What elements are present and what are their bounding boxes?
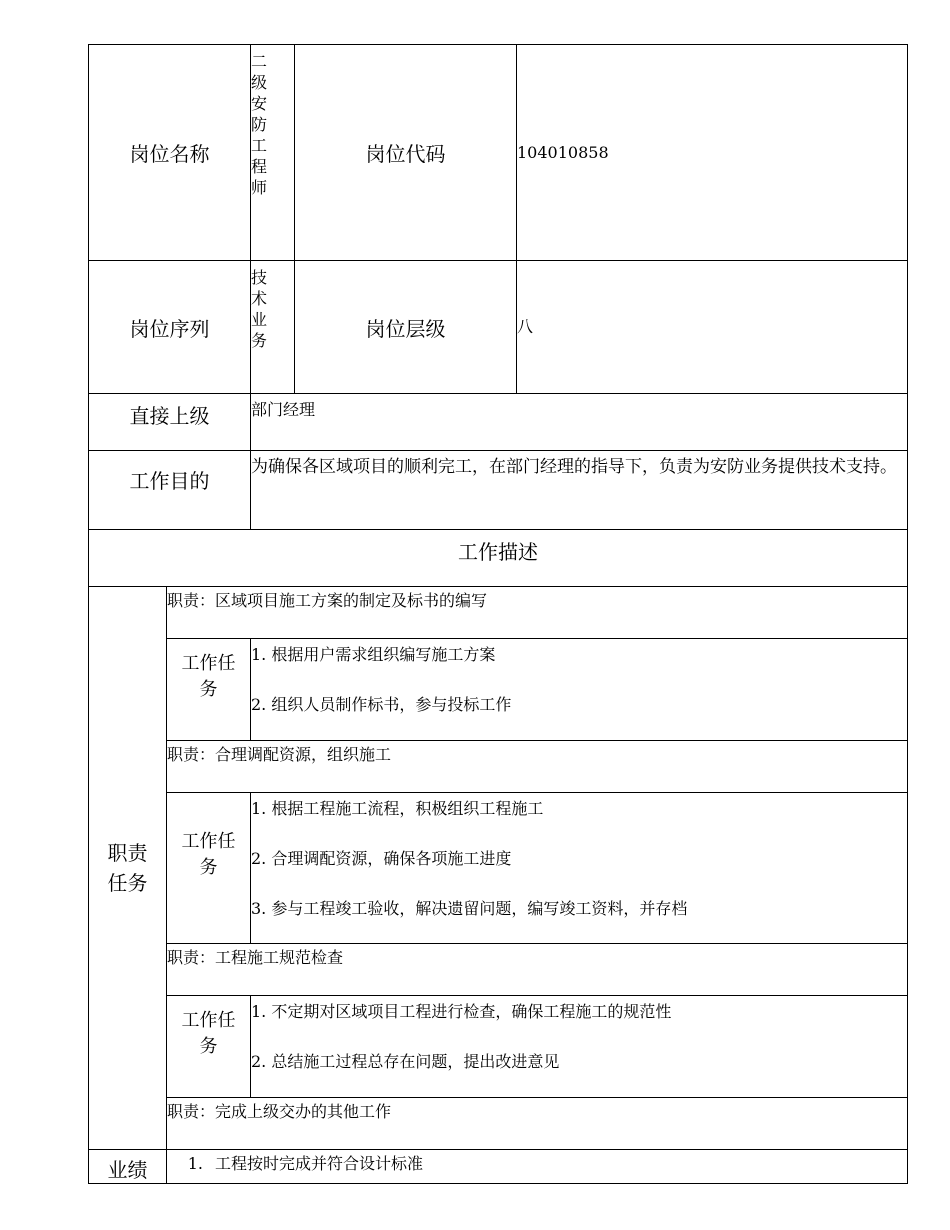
post-series-cell (251, 261, 295, 394)
duty-title: 职责：合理调配资源，组织施工 (167, 741, 908, 793)
section-title: 工作描述 (89, 530, 908, 587)
task-label (167, 793, 251, 944)
post-code-value: 104010858 (517, 45, 908, 261)
post-series-label: 岗位序列 (89, 261, 251, 394)
duty-title: 职责：工程施工规范检查 (167, 944, 908, 996)
post-level-value: 八 (517, 261, 908, 394)
post-name-cell (251, 45, 295, 261)
task-label-text: 工作任务 (181, 831, 236, 878)
duties-side-label-text: 职责任务 (107, 841, 148, 895)
post-series-value: 技术业务 (251, 268, 268, 350)
purpose-value: 为确保各区域项目的顺利完工，在部门经理的指导下，负责为安防业务提供技术支持。 (251, 451, 908, 530)
task-label (167, 996, 251, 1098)
performance-item-text: 工程按时完成并符合设计标准 (215, 1154, 424, 1173)
post-name-label: 岗位名称 (89, 45, 251, 261)
task-item: 2. 组织人员制作标书，参与投标工作 (251, 695, 512, 714)
task-item: 2. 总结施工过程总存在问题，提出改进意见 (251, 1052, 560, 1071)
post-level-label: 岗位层级 (295, 261, 517, 394)
task-list (251, 996, 908, 1098)
task-item: 2. 合理调配资源，确保各项施工进度 (251, 849, 512, 868)
task-label-text: 工作任务 (181, 1010, 236, 1057)
task-label-text: 工作任务 (181, 653, 236, 700)
job-description-document (88, 44, 907, 1184)
performance-label: 业绩 (89, 1150, 167, 1184)
supervisor-value: 部门经理 (251, 394, 908, 451)
job-description-table (88, 44, 908, 1184)
task-list (251, 793, 908, 944)
task-item: 1. 根据用户需求组织编写施工方案 (251, 645, 496, 664)
task-item: 1. 不定期对区域项目工程进行检查，确保工程施工的规范性 (251, 1002, 672, 1021)
task-item: 3. 参与工程竣工验收，解决遗留问题，编写竣工资料，并存档 (251, 899, 688, 918)
duty-title: 职责：区域项目施工方案的制定及标书的编写 (167, 587, 908, 639)
task-list (251, 639, 908, 741)
task-item: 1. 根据工程施工流程，积极组织工程施工 (251, 799, 544, 818)
supervisor-label: 直接上级 (89, 394, 251, 451)
duty-title: 职责：完成上级交办的其他工作 (167, 1098, 908, 1150)
purpose-label: 工作目的 (89, 451, 251, 530)
post-name-value: 二级安防工程师 (251, 52, 268, 197)
performance-item-number: 1. (187, 1154, 203, 1173)
post-code-label: 岗位代码 (295, 45, 517, 261)
task-label (167, 639, 251, 741)
performance-item (167, 1150, 908, 1184)
duties-side-label (89, 587, 167, 1150)
